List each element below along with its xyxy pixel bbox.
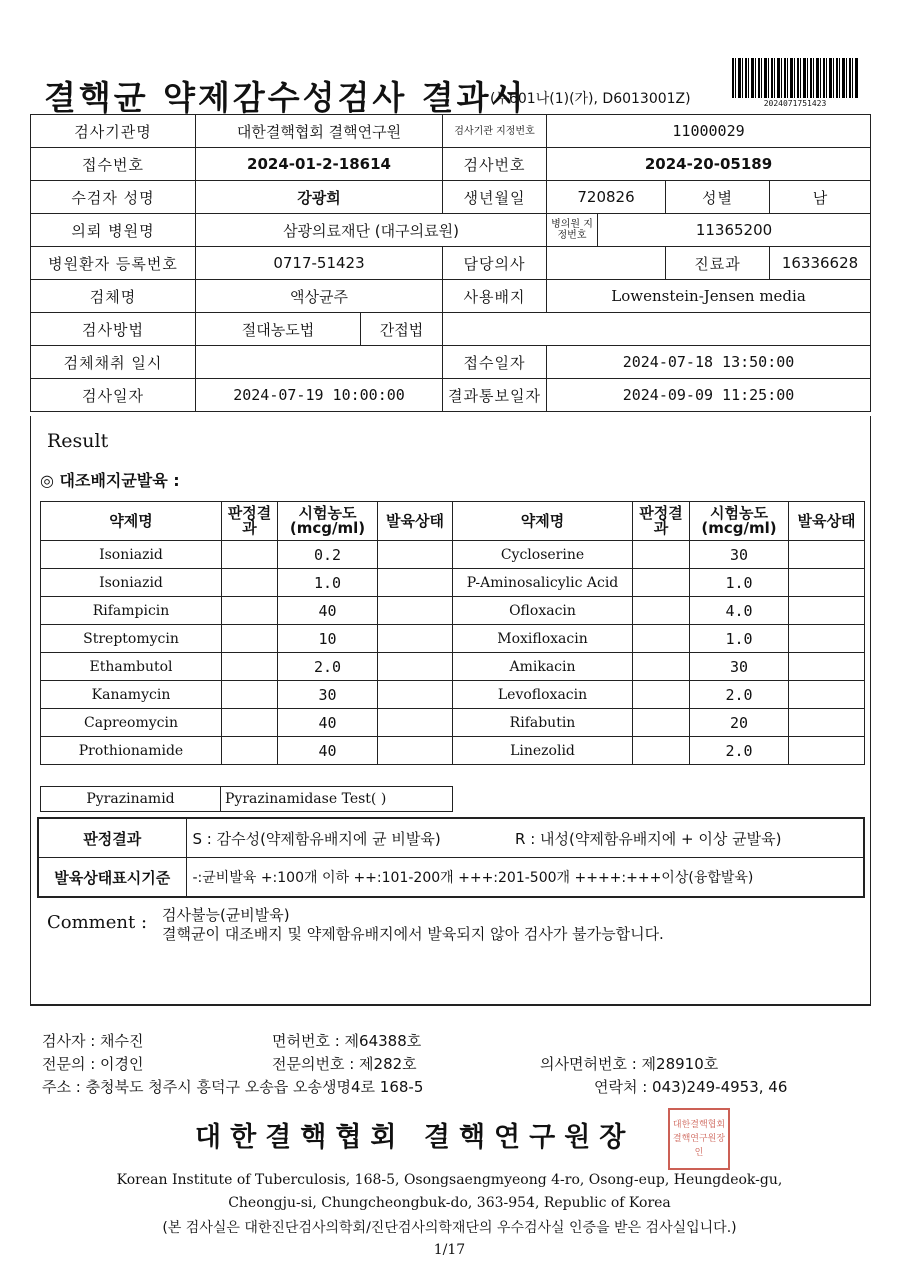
header-conc: 시험농도(mcg/ml) [278, 502, 378, 541]
tester-license: 면허번호 : 제64388호 [272, 1032, 422, 1050]
sex-label: 성별 [666, 181, 770, 214]
test-concentration: 20 [690, 709, 789, 737]
report-date-label: 결과통보일자 [443, 379, 547, 412]
judge-result [222, 625, 278, 653]
drug-name: Capreomycin [41, 709, 222, 737]
test-no-label: 검사번호 [443, 148, 547, 181]
judge-criteria-r: R : 내성(약제함유배지에 + 이상 균발육) [509, 818, 864, 858]
judge-result [222, 569, 278, 597]
test-concentration: 2.0 [690, 737, 789, 765]
comment-label: Comment : [47, 912, 148, 933]
growth-status [378, 569, 453, 597]
drug-name: Levofloxacin [453, 681, 633, 709]
drug-name: Amikacin [453, 653, 633, 681]
drug-name: Streptomycin [41, 625, 222, 653]
hospital-no-value: 11365200 [598, 214, 871, 247]
growth-status [789, 653, 865, 681]
growth-status [789, 737, 865, 765]
judge-result [633, 541, 690, 569]
growth-status [378, 653, 453, 681]
test-concentration: 30 [278, 681, 378, 709]
hospital-value: 삼광의료재단 (대구의료원) [196, 214, 547, 247]
judge-result [633, 653, 690, 681]
dept-label: 진료과 [666, 247, 770, 280]
official-seal: 대한결핵협회결핵연구원장인 [668, 1108, 730, 1170]
test-concentration: 2.0 [278, 653, 378, 681]
test-concentration: 40 [278, 597, 378, 625]
method-empty [443, 313, 871, 346]
test-concentration: 30 [690, 541, 789, 569]
drug-name: Prothionamide [41, 737, 222, 765]
test-concentration: 1.0 [690, 569, 789, 597]
header-judge-2: 판정결과 [633, 502, 690, 541]
judge-result [222, 709, 278, 737]
drug-name: Moxifloxacin [453, 625, 633, 653]
drug-name: Isoniazid [41, 569, 222, 597]
doctor-label: 담당의사 [443, 247, 547, 280]
growth-status [378, 709, 453, 737]
barcode [732, 58, 858, 98]
drug-name: P-Aminosalicylic Acid [453, 569, 633, 597]
patient-value: 강광희 [196, 181, 443, 214]
test-concentration: 40 [278, 737, 378, 765]
comment-line-2: 결핵균이 대조배지 및 약제함유배지에서 발육되지 않아 검사가 불가능합니다. [162, 925, 664, 943]
collect-value [196, 346, 443, 379]
phone: 연락처 : 043)249-4953, 46 [594, 1078, 788, 1096]
drug-row [41, 681, 865, 709]
legend-table [37, 817, 865, 898]
result-title: Result [47, 430, 109, 452]
growth-status [378, 737, 453, 765]
organization-name: 대한결핵협회 결핵연구원장 [195, 1122, 635, 1153]
drug-row [41, 653, 865, 681]
test-concentration: 1.0 [278, 569, 378, 597]
pza-value: Pyrazinamidase Test( ) [221, 787, 453, 812]
growth-criteria-text: -:균비발육 +:100개 이하 ++:101-200개 +++:201-500개 ++++:+++이상(융합발육) [186, 858, 864, 898]
judge-criteria-s: S : 감수성(약제함유배지에 균 비발육) [186, 818, 509, 858]
judge-result [222, 737, 278, 765]
judge-result [633, 569, 690, 597]
medium-value: Lowenstein-Jensen media [547, 280, 871, 313]
dept-value: 16336628 [770, 247, 871, 280]
judge-result [222, 541, 278, 569]
growth-status [789, 709, 865, 737]
growth-status [378, 681, 453, 709]
drug-row [41, 709, 865, 737]
patient-info-table [30, 114, 871, 412]
growth-status [789, 625, 865, 653]
page-number: 1/17 [433, 1242, 466, 1258]
test-concentration: 40 [278, 709, 378, 737]
receipt-no-label: 접수번호 [31, 148, 196, 181]
birth-label: 생년월일 [443, 181, 547, 214]
document-code: (누601나(1)(가), D6013001Z) [490, 91, 691, 107]
header-judge: 판정결과 [222, 502, 278, 541]
drug-name: Rifampicin [41, 597, 222, 625]
method-value-2: 간접법 [361, 313, 443, 346]
specimen-value: 액상균주 [196, 280, 443, 313]
method-value-1: 절대농도법 [196, 313, 361, 346]
test-concentration: 2.0 [690, 681, 789, 709]
sex-value: 남 [770, 181, 871, 214]
judge-result [633, 625, 690, 653]
drug-name: Kanamycin [41, 681, 222, 709]
test-date-label: 검사일자 [31, 379, 196, 412]
lab-value: 대한결핵협회 결핵연구원 [196, 115, 443, 148]
test-concentration: 4.0 [690, 597, 789, 625]
judge-result [222, 653, 278, 681]
judge-result [633, 709, 690, 737]
drug-name: Ofloxacin [453, 597, 633, 625]
judge-result [633, 597, 690, 625]
specimen-label: 검체명 [31, 280, 196, 313]
drug-row [41, 569, 865, 597]
report-date-value: 2024-09-09 11:25:00 [547, 379, 871, 412]
growth-status [789, 597, 865, 625]
method-label: 검사방법 [31, 313, 196, 346]
address: 주소 : 충청북도 청주시 흥덕구 오송읍 오송생명4로 168-5 [42, 1078, 424, 1096]
lab-no-value: 11000029 [547, 115, 871, 148]
reg-no-label: 병원환자 등록번호 [31, 247, 196, 280]
header-growth-2: 발육상태 [789, 502, 865, 541]
judge-result [222, 597, 278, 625]
drug-name: Cycloserine [453, 541, 633, 569]
drug-table [40, 501, 865, 765]
lab-no-label: 검사기관 지정번호 [443, 115, 547, 148]
header-drug-2: 약제명 [453, 502, 633, 541]
specialist-no: 전문의번호 : 제282호 [272, 1055, 417, 1073]
growth-status [789, 681, 865, 709]
document-title: 결핵균 약제감수성검사 결과서 [44, 78, 527, 117]
comment-line-1: 검사불능(균비발육) [162, 906, 290, 924]
judge-criteria-label: 판정결과 [38, 818, 186, 858]
test-date-value: 2024-07-19 10:00:00 [196, 379, 443, 412]
drug-name: Linezolid [453, 737, 633, 765]
growth-criteria-label: 발육상태표시기준 [38, 858, 186, 898]
lab-label: 검사기관명 [31, 115, 196, 148]
collect-label: 검체채취 일시 [31, 346, 196, 379]
control-growth-label: ◎ 대조배지균발육 : [40, 471, 180, 490]
drug-name: Rifabutin [453, 709, 633, 737]
hospital-label: 의뢰 병원명 [31, 214, 196, 247]
specialist: 전문의 : 이경인 [42, 1055, 144, 1073]
address-en-line-2: Cheongju-si, Chungcheongbuk-do, 363-954, Republic of Korea [228, 1195, 671, 1211]
growth-status [378, 541, 453, 569]
drug-name: Isoniazid [41, 541, 222, 569]
header-drug: 약제명 [41, 502, 222, 541]
growth-status [789, 541, 865, 569]
pza-table [40, 786, 453, 812]
judge-result [633, 737, 690, 765]
drug-row [41, 597, 865, 625]
test-concentration: 10 [278, 625, 378, 653]
header-growth: 발육상태 [378, 502, 453, 541]
pza-label: Pyrazinamid [41, 787, 221, 812]
patient-label: 수검자 성명 [31, 181, 196, 214]
birth-value: 720826 [547, 181, 666, 214]
barcode-number: 2024071751423 [763, 99, 827, 108]
comment-text [162, 906, 664, 944]
test-concentration: 1.0 [690, 625, 789, 653]
test-concentration: 0.2 [278, 541, 378, 569]
tester: 검사자 : 채수진 [42, 1032, 144, 1050]
test-concentration: 30 [690, 653, 789, 681]
growth-status [378, 597, 453, 625]
reg-no-value: 0717-51423 [196, 247, 443, 280]
recv-date-value: 2024-07-18 13:50:00 [547, 346, 871, 379]
doctor-license: 의사면허번호 : 제28910호 [540, 1055, 719, 1073]
recv-date-label: 접수일자 [443, 346, 547, 379]
drug-row [41, 737, 865, 765]
judge-result [633, 681, 690, 709]
receipt-no-value: 2024-01-2-18614 [196, 148, 443, 181]
judge-result [222, 681, 278, 709]
medium-label: 사용배지 [443, 280, 547, 313]
header-conc-2: 시험농도(mcg/ml) [690, 502, 789, 541]
test-no-value: 2024-20-05189 [547, 148, 871, 181]
drug-name: Ethambutol [41, 653, 222, 681]
growth-status [378, 625, 453, 653]
certification-note: (본 검사실은 대한진단검사의학회/진단검사의학재단의 우수검사실 인증을 받은 검사실입니다.) [162, 1220, 737, 1236]
address-en-line-1: Korean Institute of Tuberculosis, 168-5, Osongsaengmyeong 4-ro, Osong-eup, Heungdeok-gu, [116, 1172, 783, 1188]
drug-row [41, 625, 865, 653]
growth-status [789, 569, 865, 597]
hospital-no-label: 병의원 지정번호 [547, 214, 598, 247]
doctor-value [547, 247, 666, 280]
drug-row [41, 541, 865, 569]
